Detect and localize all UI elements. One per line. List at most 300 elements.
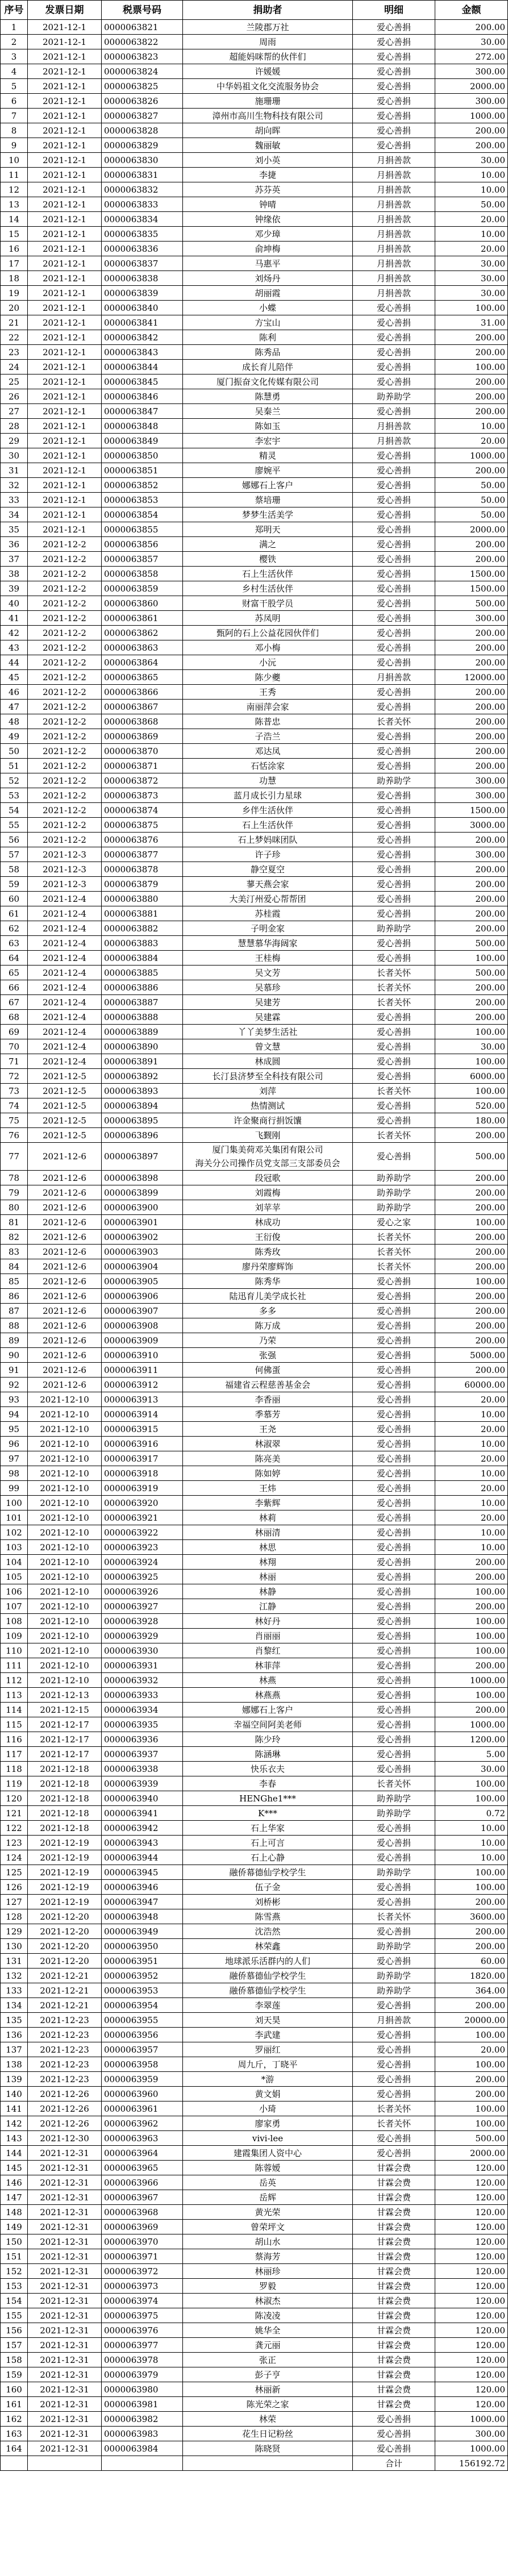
table-row [1, 847, 508, 862]
cell-donor: 王桂梅 [183, 951, 353, 966]
cell-amount: 200.00 [435, 744, 508, 759]
cell-amount: 200.00 [435, 1185, 508, 1200]
header-amount: 金额 [435, 1, 508, 20]
cell-donor: 陈亮美 [183, 1451, 353, 1466]
table-row [1, 1836, 508, 1850]
cell-ticket: 0000063916 [102, 1437, 183, 1451]
cell-date: 2021-12-5 [28, 1113, 102, 1128]
cell-detail: 爱心善捐 [353, 1333, 435, 1348]
cell-detail: 月捐善款 [353, 2013, 435, 2028]
cell-amount: 30.00 [435, 286, 508, 301]
cell-amount: 120.00 [435, 2205, 508, 2220]
cell-amount: 200.00 [435, 1010, 508, 1025]
cell-detail: 月捐善款 [353, 168, 435, 182]
table-row [1, 1466, 508, 1481]
cell-ticket: 0000063861 [102, 611, 183, 626]
cell-ticket: 0000063834 [102, 212, 183, 227]
cell-ticket: 0000063867 [102, 700, 183, 714]
cell-ticket: 0000063836 [102, 242, 183, 256]
table-row [1, 20, 508, 35]
cell-no: 145 [1, 2161, 28, 2175]
cell-ticket: 0000063924 [102, 1555, 183, 1570]
cell-detail: 爱心善捐 [353, 345, 435, 360]
cell-detail: 助养助学 [353, 389, 435, 404]
cell-date: 2021-12-31 [28, 2190, 102, 2205]
cell-detail: 助养助学 [353, 1791, 435, 1806]
cell-detail: 爱心善捐 [353, 640, 435, 655]
cell-detail: 爱心善捐 [353, 833, 435, 847]
cell-donor: 吴文芳 [183, 966, 353, 980]
cell-amount: 10.00 [435, 1850, 508, 1865]
cell-ticket: 0000063897 [102, 1143, 183, 1171]
cell-detail: 爱心善捐 [353, 20, 435, 35]
cell-detail: 助养助学 [353, 921, 435, 936]
cell-no: 114 [1, 1703, 28, 1717]
table-row [1, 109, 508, 123]
cell-amount: 1000.00 [435, 2412, 508, 2427]
cell-date: 2021-12-5 [28, 1069, 102, 1084]
cell-no: 110 [1, 1643, 28, 1658]
cell-date: 2021-12-19 [28, 1880, 102, 1895]
table-row [1, 818, 508, 833]
cell-donor: 陈雪燕 [183, 1909, 353, 1924]
cell-detail: 爱心善捐 [353, 79, 435, 94]
cell-donor: 财富干股学员 [183, 596, 353, 611]
cell-ticket: 0000063864 [102, 655, 183, 670]
cell-date: 2021-12-1 [28, 138, 102, 153]
cell-date: 2021-12-1 [28, 419, 102, 434]
cell-date: 2021-12-23 [28, 2072, 102, 2087]
table-row [1, 389, 508, 404]
cell-ticket: 0000063978 [102, 2353, 183, 2367]
cell-detail: 月捐善款 [353, 271, 435, 286]
cell-donor: 黄光荣 [183, 2205, 353, 2220]
cell-ticket: 0000063891 [102, 1054, 183, 1069]
cell-donor: 王秀 [183, 685, 353, 700]
table-row [1, 1437, 508, 1451]
header-ticket: 税票号码 [102, 1, 183, 20]
cell-no: 61 [1, 906, 28, 921]
cell-amount: 20.00 [435, 2042, 508, 2057]
cell-ticket: 0000063984 [102, 2441, 183, 2456]
table-row [1, 1969, 508, 1983]
cell-date: 2021-12-2 [28, 818, 102, 833]
cell-ticket: 0000063885 [102, 966, 183, 980]
cell-detail: 爱心善捐 [353, 404, 435, 419]
cell-detail: 爱心善捐 [353, 1732, 435, 1747]
cell-amount: 120.00 [435, 2161, 508, 2175]
cell-date: 2021-12-19 [28, 1836, 102, 1850]
cell-no: 46 [1, 685, 28, 700]
cell-detail: 爱心善捐 [353, 1113, 435, 1128]
cell-ticket: 0000063832 [102, 182, 183, 197]
table-row [1, 714, 508, 729]
cell-donor: 陈少夔 [183, 670, 353, 685]
cell-detail: 爱心善捐 [353, 1466, 435, 1481]
cell-ticket: 0000063952 [102, 1969, 183, 1983]
table-row [1, 1821, 508, 1836]
cell-ticket: 0000063954 [102, 1998, 183, 2013]
table-row [1, 611, 508, 626]
cell-amount: 120.00 [435, 2264, 508, 2279]
cell-no: 83 [1, 1245, 28, 1259]
table-row [1, 921, 508, 936]
table-row [1, 1570, 508, 1584]
cell-ticket: 0000063903 [102, 1245, 183, 1259]
cell-amount: 1200.00 [435, 1732, 508, 1747]
cell-no: 129 [1, 1924, 28, 1939]
cell-no: 143 [1, 2131, 28, 2146]
table-row [1, 1762, 508, 1776]
cell-detail: 爱心善捐 [353, 109, 435, 123]
cell-detail: 月捐善款 [353, 242, 435, 256]
cell-donor: 陈涵琳 [183, 1747, 353, 1762]
cell-detail: 爱心善捐 [353, 700, 435, 714]
cell-amount: 300.00 [435, 64, 508, 79]
cell-ticket: 0000063882 [102, 921, 183, 936]
cell-donor: 陆迅育儿美学成长社 [183, 1289, 353, 1304]
table-row [1, 35, 508, 49]
header-no: 序号 [1, 1, 28, 20]
cell-date: 2021-12-31 [28, 2205, 102, 2220]
cell-donor: 福建省云程慈善基金会 [183, 1378, 353, 1392]
table-row [1, 138, 508, 153]
total-spacer [1, 2456, 28, 2471]
cell-ticket: 0000063935 [102, 1717, 183, 1732]
cell-date: 2021-12-30 [28, 2131, 102, 2146]
cell-amount: 2000.00 [435, 79, 508, 94]
table-row [1, 493, 508, 507]
cell-date: 2021-12-1 [28, 286, 102, 301]
cell-ticket: 0000063909 [102, 1333, 183, 1348]
cell-amount: 200.00 [435, 1171, 508, 1185]
cell-amount: 200.00 [435, 640, 508, 655]
cell-donor: 林丽新 [183, 2382, 353, 2397]
cell-ticket: 0000063968 [102, 2205, 183, 2220]
cell-ticket: 0000063821 [102, 20, 183, 35]
cell-amount: 100.00 [435, 1614, 508, 1629]
table-row [1, 2353, 508, 2367]
cell-donor: 蓼天燕会家 [183, 877, 353, 892]
cell-ticket: 0000063962 [102, 2116, 183, 2131]
cell-detail: 爱心善捐 [353, 581, 435, 596]
total-spacer [28, 2456, 102, 2471]
cell-date: 2021-12-26 [28, 2087, 102, 2101]
cell-detail: 爱心善捐 [353, 1289, 435, 1304]
cell-detail: 爱心善捐 [353, 493, 435, 507]
cell-detail: 月捐善款 [353, 434, 435, 448]
table-row [1, 2234, 508, 2249]
cell-donor: 许子珍 [183, 847, 353, 862]
cell-no: 150 [1, 2234, 28, 2249]
cell-date: 2021-12-4 [28, 906, 102, 921]
cell-detail: 爱心善捐 [353, 1924, 435, 1939]
cell-amount: 10.00 [435, 419, 508, 434]
header-row [1, 1, 508, 20]
cell-date: 2021-12-10 [28, 1643, 102, 1658]
cell-no: 52 [1, 773, 28, 788]
cell-no: 69 [1, 1025, 28, 1039]
table-row [1, 1304, 508, 1318]
cell-no: 91 [1, 1363, 28, 1378]
cell-no: 118 [1, 1762, 28, 1776]
cell-ticket: 0000063845 [102, 374, 183, 389]
cell-ticket: 0000063910 [102, 1348, 183, 1363]
cell-no: 8 [1, 123, 28, 138]
cell-date: 2021-12-2 [28, 773, 102, 788]
cell-detail: 爱心善捐 [353, 2028, 435, 2042]
cell-detail: 爱心善捐 [353, 1348, 435, 1363]
cell-detail: 爱心善捐 [353, 301, 435, 315]
cell-no: 31 [1, 463, 28, 478]
table-row [1, 995, 508, 1010]
cell-ticket: 0000063947 [102, 1895, 183, 1909]
cell-no: 55 [1, 818, 28, 833]
cell-no: 11 [1, 168, 28, 182]
cell-date: 2021-12-10 [28, 1392, 102, 1407]
cell-detail: 爱心善捐 [353, 1703, 435, 1717]
table-row [1, 936, 508, 951]
table-row [1, 1407, 508, 1422]
cell-detail: 甘霖会费 [353, 2338, 435, 2353]
cell-ticket: 0000063975 [102, 2308, 183, 2323]
cell-amount: 300.00 [435, 773, 508, 788]
cell-amount: 200.00 [435, 345, 508, 360]
cell-amount: 120.00 [435, 2190, 508, 2205]
cell-detail: 爱心善捐 [353, 1525, 435, 1540]
cell-amount: 300.00 [435, 611, 508, 626]
cell-date: 2021-12-31 [28, 2249, 102, 2264]
cell-donor: 小琦 [183, 2101, 353, 2116]
cell-date: 2021-12-10 [28, 1629, 102, 1643]
cell-donor: 林丽珍 [183, 2264, 353, 2279]
cell-amount: 200.00 [435, 921, 508, 936]
cell-amount: 1000.00 [435, 2441, 508, 2456]
cell-amount: 20000.00 [435, 2013, 508, 2028]
cell-no: 10 [1, 153, 28, 168]
cell-detail: 爱心善捐 [353, 892, 435, 906]
cell-donor: 林静 [183, 1584, 353, 1599]
cell-detail: 长者关怀 [353, 966, 435, 980]
cell-date: 2021-12-4 [28, 1039, 102, 1054]
cell-ticket: 0000063923 [102, 1540, 183, 1555]
cell-ticket: 0000063983 [102, 2427, 183, 2441]
cell-donor: 石上心静 [183, 1850, 353, 1865]
cell-date: 2021-12-2 [28, 803, 102, 818]
table-row [1, 1732, 508, 1747]
cell-no: 39 [1, 581, 28, 596]
cell-ticket: 0000063898 [102, 1171, 183, 1185]
cell-donor: 娜娜石上客户 [183, 478, 353, 493]
cell-ticket: 0000063957 [102, 2042, 183, 2057]
table-row [1, 1143, 508, 1171]
cell-detail: 甘霖会费 [353, 2397, 435, 2412]
cell-donor: 功慧 [183, 773, 353, 788]
cell-amount: 0.72 [435, 1806, 508, 1821]
cell-detail: 月捐善款 [353, 256, 435, 271]
cell-date: 2021-12-2 [28, 537, 102, 552]
cell-detail: 爱心善捐 [353, 2072, 435, 2087]
cell-detail: 爱心善捐 [353, 1821, 435, 1836]
cell-detail: 甘霖会费 [353, 2308, 435, 2323]
cell-ticket: 0000063941 [102, 1806, 183, 1821]
cell-donor: 张正 [183, 2353, 353, 2367]
cell-donor: 建霞集团人资中心 [183, 2146, 353, 2161]
cell-ticket: 0000063895 [102, 1113, 183, 1128]
cell-donor: 陈如玉 [183, 419, 353, 434]
table-row [1, 2397, 508, 2412]
cell-amount: 200.00 [435, 20, 508, 35]
cell-date: 2021-12-2 [28, 581, 102, 596]
cell-no: 107 [1, 1599, 28, 1614]
cell-amount: 200.00 [435, 1998, 508, 2013]
cell-ticket: 0000063943 [102, 1836, 183, 1850]
cell-detail: 爱心善捐 [353, 1496, 435, 1510]
cell-amount: 200.00 [435, 1703, 508, 1717]
table-row [1, 966, 508, 980]
table-row [1, 330, 508, 345]
cell-ticket: 0000063873 [102, 788, 183, 803]
total-label: 合计 [353, 2456, 435, 2471]
cell-detail: 长者关怀 [353, 1909, 435, 1924]
cell-no: 131 [1, 1954, 28, 1969]
cell-ticket: 0000063908 [102, 1318, 183, 1333]
cell-detail: 长者关怀 [353, 1776, 435, 1791]
table-row [1, 374, 508, 389]
cell-date: 2021-12-31 [28, 2338, 102, 2353]
table-row [1, 1318, 508, 1333]
table-row [1, 1289, 508, 1304]
cell-donor: 娜娜石上客户 [183, 1703, 353, 1717]
cell-no: 57 [1, 847, 28, 862]
cell-date: 2021-12-1 [28, 153, 102, 168]
cell-ticket: 0000063852 [102, 478, 183, 493]
cell-amount: 500.00 [435, 1143, 508, 1171]
cell-donor: 丫丫美梦生活社 [183, 1025, 353, 1039]
cell-donor: 樱铁 [183, 552, 353, 567]
cell-no: 164 [1, 2441, 28, 2456]
table-row [1, 1998, 508, 2013]
cell-donor: 林莉 [183, 1510, 353, 1525]
cell-amount: 200.00 [435, 1895, 508, 1909]
cell-donor: 乡伴生活伙伴 [183, 803, 353, 818]
cell-detail: 爱心善捐 [353, 2042, 435, 2057]
cell-amount: 500.00 [435, 936, 508, 951]
cell-detail: 爱心善捐 [353, 1570, 435, 1584]
cell-donor: 吴秦兰 [183, 404, 353, 419]
cell-no: 112 [1, 1673, 28, 1688]
cell-date: 2021-12-4 [28, 995, 102, 1010]
cell-date: 2021-12-10 [28, 1466, 102, 1481]
table-row [1, 670, 508, 685]
cell-amount: 60.00 [435, 1954, 508, 1969]
cell-no: 35 [1, 522, 28, 537]
cell-amount: 200.00 [435, 2072, 508, 2087]
cell-date: 2021-12-21 [28, 1998, 102, 2013]
cell-no: 6 [1, 94, 28, 109]
cell-donor: 乃荣 [183, 1333, 353, 1348]
table-row [1, 729, 508, 744]
cell-date: 2021-12-5 [28, 1128, 102, 1143]
cell-donor: 彭子亨 [183, 2367, 353, 2382]
table-row [1, 2116, 508, 2131]
cell-detail: 爱心之家 [353, 1215, 435, 1230]
table-row [1, 567, 508, 581]
header-donor: 捐助者 [183, 1, 353, 20]
cell-donor: 慧慧慕华海阔家 [183, 936, 353, 951]
cell-amount: 60000.00 [435, 1378, 508, 1392]
table-row [1, 2279, 508, 2294]
table-row [1, 434, 508, 448]
cell-amount: 200.00 [435, 700, 508, 714]
cell-detail: 爱心善捐 [353, 685, 435, 700]
cell-amount: 100.00 [435, 1054, 508, 1069]
cell-amount: 200.00 [435, 1599, 508, 1614]
cell-date: 2021-12-4 [28, 966, 102, 980]
cell-amount: 50.00 [435, 493, 508, 507]
cell-no: 5 [1, 79, 28, 94]
table-row [1, 1422, 508, 1437]
cell-amount: 200.00 [435, 1555, 508, 1570]
cell-date: 2021-12-6 [28, 1259, 102, 1274]
cell-donor: 林荣鑫 [183, 1939, 353, 1954]
cell-no: 14 [1, 212, 28, 227]
table-row [1, 1054, 508, 1069]
cell-ticket: 0000063896 [102, 1128, 183, 1143]
cell-date: 2021-12-1 [28, 522, 102, 537]
cell-amount: 1000.00 [435, 1717, 508, 1732]
table-row [1, 1983, 508, 1998]
cell-date: 2021-12-1 [28, 242, 102, 256]
cell-donor: 林丽 [183, 1570, 353, 1584]
cell-date: 2021-12-2 [28, 611, 102, 626]
cell-date: 2021-12-18 [28, 1776, 102, 1791]
cell-amount: 3000.00 [435, 818, 508, 833]
cell-no: 99 [1, 1481, 28, 1496]
cell-donor: 漳州市高川生物科技有限公司 [183, 109, 353, 123]
cell-amount: 100.00 [435, 360, 508, 374]
table-row [1, 1880, 508, 1895]
cell-date: 2021-12-23 [28, 2028, 102, 2042]
cell-ticket: 0000063911 [102, 1363, 183, 1378]
cell-ticket: 0000063970 [102, 2234, 183, 2249]
cell-ticket: 0000063865 [102, 670, 183, 685]
cell-no: 12 [1, 182, 28, 197]
cell-ticket: 0000063928 [102, 1614, 183, 1629]
cell-date: 2021-12-17 [28, 1717, 102, 1732]
cell-detail: 长者关怀 [353, 2116, 435, 2131]
cell-detail: 助养助学 [353, 1969, 435, 1983]
cell-donor: 厦门集美荷邓关集团有限公司 海关分公司操作员党支部三支部委员会 [183, 1143, 353, 1171]
cell-donor: 子浩兰 [183, 729, 353, 744]
cell-no: 128 [1, 1909, 28, 1924]
cell-no: 50 [1, 744, 28, 759]
cell-detail: 爱心善捐 [353, 862, 435, 877]
cell-date: 2021-12-6 [28, 1363, 102, 1378]
cell-date: 2021-12-31 [28, 2353, 102, 2367]
cell-amount: 1500.00 [435, 567, 508, 581]
cell-date: 2021-12-6 [28, 1230, 102, 1245]
table-row [1, 1895, 508, 1909]
cell-no: 33 [1, 493, 28, 507]
cell-detail: 爱心善捐 [353, 2087, 435, 2101]
cell-amount: 200.00 [435, 1128, 508, 1143]
table-row [1, 2338, 508, 2353]
cell-ticket: 0000063890 [102, 1039, 183, 1054]
cell-date: 2021-12-2 [28, 552, 102, 567]
cell-date: 2021-12-10 [28, 1451, 102, 1466]
table-row [1, 1776, 508, 1791]
